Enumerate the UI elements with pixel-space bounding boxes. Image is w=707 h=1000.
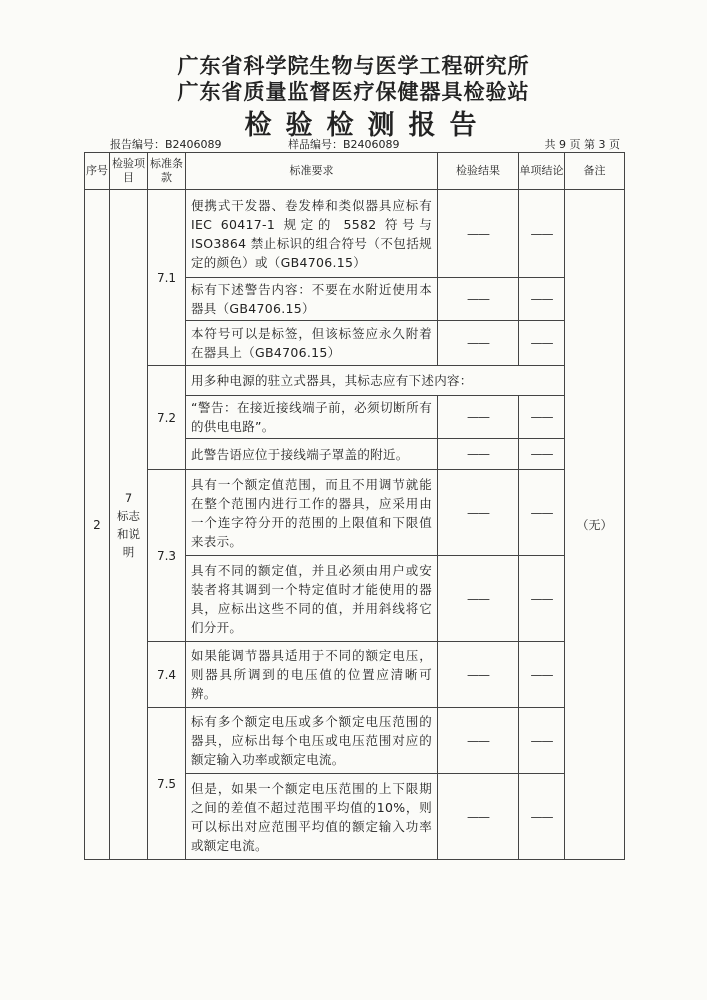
requirement-text: 但是，如果一个额定电压范围的上下限期之间的差值不超过范围平均值的10%，则可以标出对应范围平均值的额定输入功率或额定电流。 xyxy=(186,774,438,860)
table-row xyxy=(85,470,625,556)
sample-number: 样品编号：B2406089 xyxy=(288,138,400,151)
result-cell: —— xyxy=(438,642,519,708)
report-number: 报告编号：B2406089 xyxy=(110,138,222,151)
requirement-text: 此警告语应位于接线端子罩盖的附近。 xyxy=(186,439,438,470)
requirement-text: 如果能调节器具适用于不同的额定电压，则器具所调到的电压值的位置应清晰可辨。 xyxy=(186,642,438,708)
org-name-line2: 广东省质量监督医疗保健器具检验站 xyxy=(177,80,530,104)
result-cell: —— xyxy=(438,190,519,278)
verdict-cell: —— xyxy=(519,439,565,470)
requirement-text: 标有下述警告内容：不要在水附近使用本器具（GB4706.15） xyxy=(186,278,438,321)
result-cell: —— xyxy=(438,556,519,642)
table-row xyxy=(85,366,625,396)
item-name: 标志和说明 xyxy=(117,508,140,559)
header-verdict: 单项结论 xyxy=(519,153,565,190)
report-title: 检验检测报告 xyxy=(244,110,491,141)
header-requirement: 标准要求 xyxy=(186,153,438,190)
page-count: 共 9 页 第 3 页 xyxy=(544,138,620,151)
seq-cell: 2 xyxy=(85,190,110,860)
header-seq: 序号 xyxy=(85,153,110,190)
table-row xyxy=(85,708,625,774)
verdict-cell: —— xyxy=(519,321,565,366)
clause-cell: 7.4 xyxy=(148,642,186,708)
verdict-cell: —— xyxy=(519,556,565,642)
requirement-text: 本符号可以是标签，但该标签应永久附着在器具上（GB4706.15） xyxy=(186,321,438,366)
verdict-cell: —— xyxy=(519,396,565,439)
verdict-cell: —— xyxy=(519,190,565,278)
inspection-table xyxy=(84,152,625,860)
clause-cell: 7.5 xyxy=(148,708,186,860)
result-cell: —— xyxy=(438,396,519,439)
header-item: 检验项目 xyxy=(110,153,148,190)
table-row xyxy=(85,642,625,708)
item-cell xyxy=(110,190,148,860)
clause-cell: 7.3 xyxy=(148,470,186,642)
verdict-cell: —— xyxy=(519,642,565,708)
table-row xyxy=(85,190,625,278)
result-cell: —— xyxy=(438,470,519,556)
verdict-cell: —— xyxy=(519,278,565,321)
result-cell: —— xyxy=(438,439,519,470)
verdict-cell: —— xyxy=(519,774,565,860)
header-remark: 备注 xyxy=(565,153,625,190)
clause-cell: 7.2 xyxy=(148,366,186,470)
verdict-cell: —— xyxy=(519,470,565,556)
item-number: 7 xyxy=(124,490,133,505)
requirement-text: 标有多个额定电压或多个额定电压范围的器具，应标出每个电压或电压范围对应的额定输入功率或额定电流。 xyxy=(186,708,438,774)
verdict-cell: —— xyxy=(519,708,565,774)
requirement-text: 具有不同的额定值，并且必须由用户或安装者将其调到一个特定值时才能使用的器具，应标出这些不同的值，并用斜线将它们分开。 xyxy=(186,556,438,642)
remark-cell: （无） xyxy=(565,190,625,860)
report-meta-line xyxy=(92,136,620,152)
requirement-text: 用多种电源的驻立式器具，其标志应有下述内容： xyxy=(186,366,565,396)
result-cell: —— xyxy=(438,774,519,860)
requirement-text: “警告：在接近接线端子前，必须切断所有的供电电路”。 xyxy=(186,396,438,439)
header-result: 检验结果 xyxy=(438,153,519,190)
result-cell: —— xyxy=(438,278,519,321)
clause-cell: 7.1 xyxy=(148,190,186,366)
result-cell: —— xyxy=(438,321,519,366)
requirement-text: 便携式干发器、卷发棒和类似器具应标有 IEC 60417-1 规定的 5582 符号与 ISO3864 禁止标识的组合符号（不包括规定的颜色）或（GB4706.15） xyxy=(186,190,438,278)
table-header-row xyxy=(85,153,625,190)
result-cell: —— xyxy=(438,708,519,774)
header-clause: 标准条款 xyxy=(148,153,186,190)
org-name-line1: 广东省科学院生物与医学工程研究所 xyxy=(177,54,530,78)
requirement-text: 具有一个额定值范围，而且不用调节就能在整个范围内进行工作的器具，应采用由一个连字符分开的范围的上限值和下限值来表示。 xyxy=(186,470,438,556)
